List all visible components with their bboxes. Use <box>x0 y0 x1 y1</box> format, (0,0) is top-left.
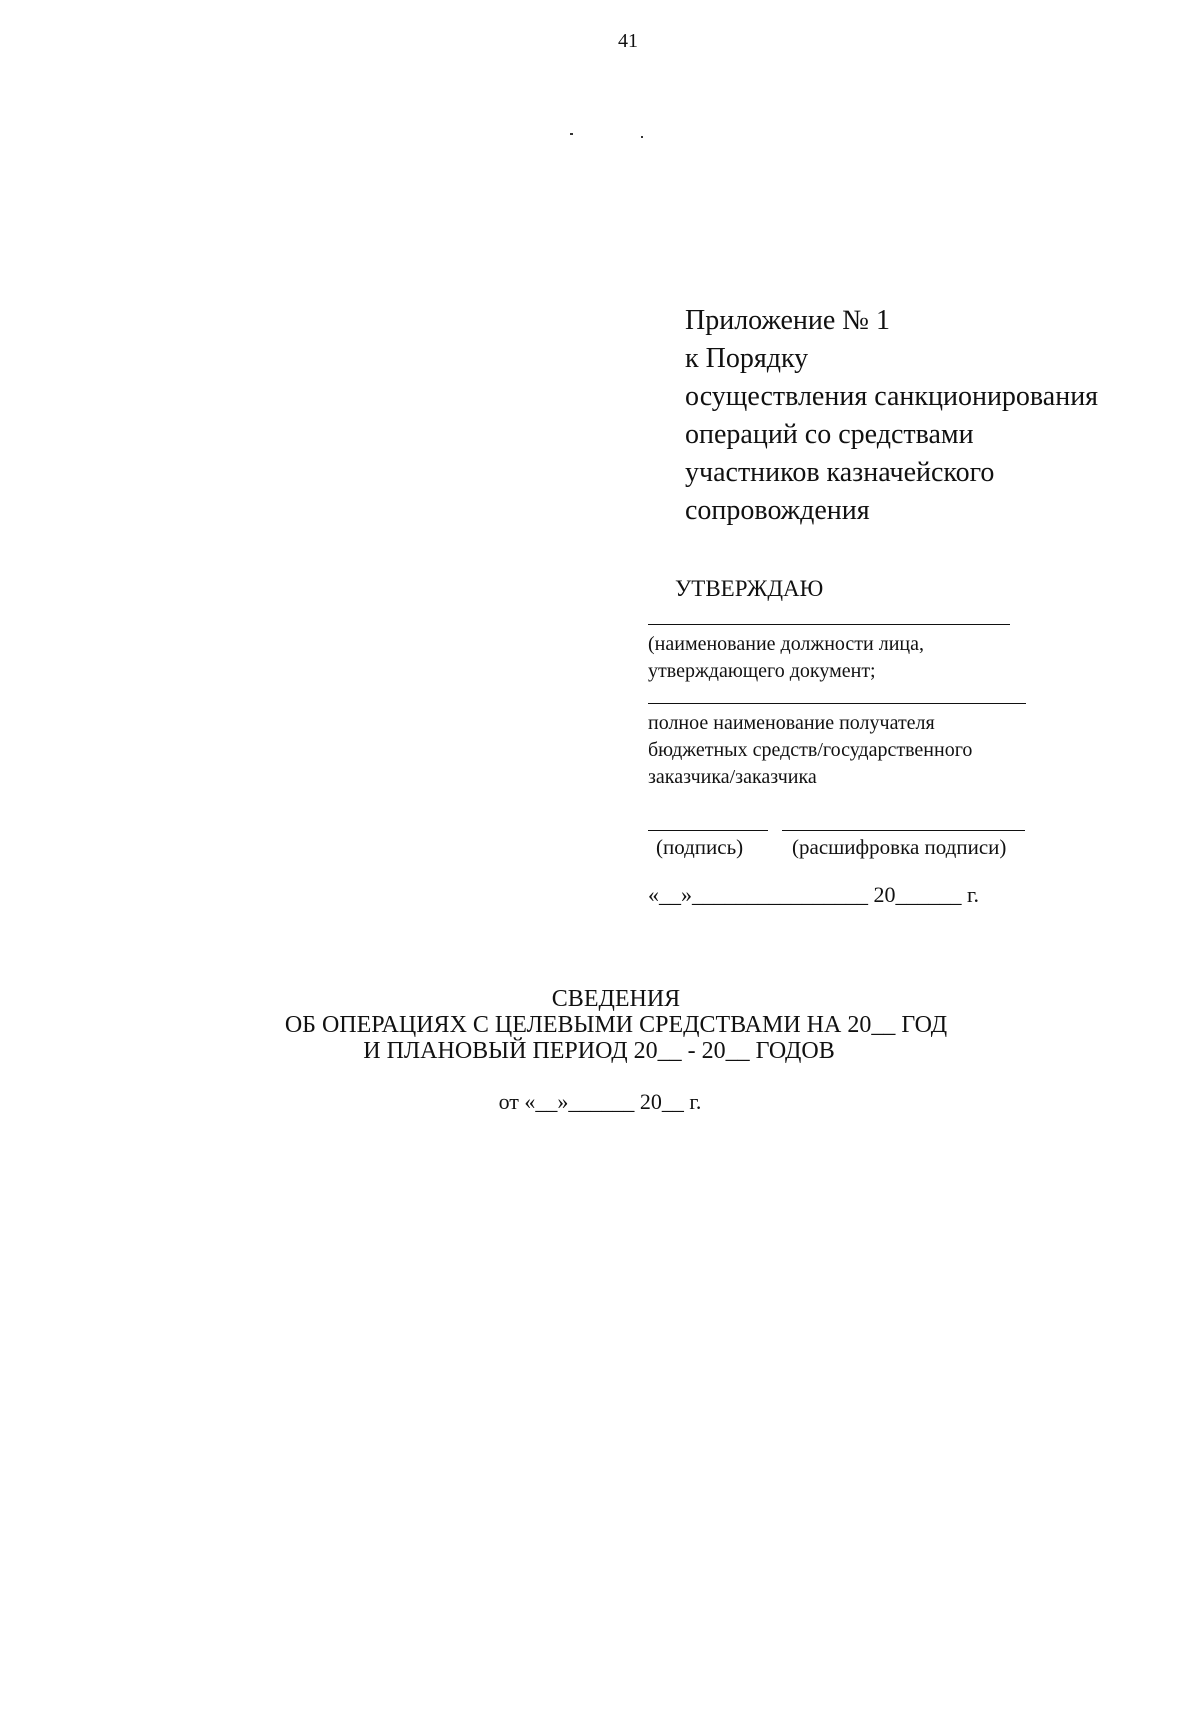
appendix-line: участников казначейского <box>685 457 995 488</box>
signature-decode-caption: (расшифровка подписи) <box>792 835 1007 859</box>
document-title-line: ОБ ОПЕРАЦИЯХ С ЦЕЛЕВЫМИ СРЕДСТВАМИ НА 20__ ГОД <box>284 1012 948 1038</box>
appendix-block <box>685 302 1098 530</box>
signature-caption: (подпись) <box>656 835 744 859</box>
organization-caption-line: заказчика/заказчика <box>648 766 817 788</box>
position-caption <box>648 631 924 685</box>
appendix-line: к Порядку <box>685 343 809 374</box>
appendix-line: сопровождения <box>685 495 870 526</box>
document-date-line: от «__»______ 20__ г. <box>498 1089 702 1114</box>
organization-caption-line: полное наименование получателя <box>648 712 935 734</box>
organization-rule <box>648 703 1026 704</box>
appendix-line: осуществления санкционирования <box>685 381 1099 412</box>
signature-decode-rule <box>782 830 1025 831</box>
position-caption-line: утверждающего документ; <box>648 660 876 682</box>
appendix-line: операций со средствами <box>685 419 974 450</box>
scan-speck <box>641 136 643 138</box>
position-rule <box>648 624 1010 625</box>
signature-rule <box>648 830 768 831</box>
approval-title: УТВЕРЖДАЮ <box>675 576 824 601</box>
position-caption-line: (наименование должности лица, <box>648 633 925 655</box>
organization-caption <box>648 710 972 791</box>
scan-speck <box>570 133 573 135</box>
organization-caption-line: бюджетных средств/государственного <box>648 739 973 761</box>
page-number: 41 <box>618 30 638 52</box>
approval-date-line: «__»________________ 20______ г. <box>648 882 980 907</box>
document-title-line: И ПЛАНОВЫЙ ПЕРИОД 20__ - 20__ ГОДОВ <box>363 1038 835 1064</box>
appendix-line: Приложение № 1 <box>685 305 890 336</box>
document-title: СВЕДЕНИЯ <box>551 986 681 1012</box>
